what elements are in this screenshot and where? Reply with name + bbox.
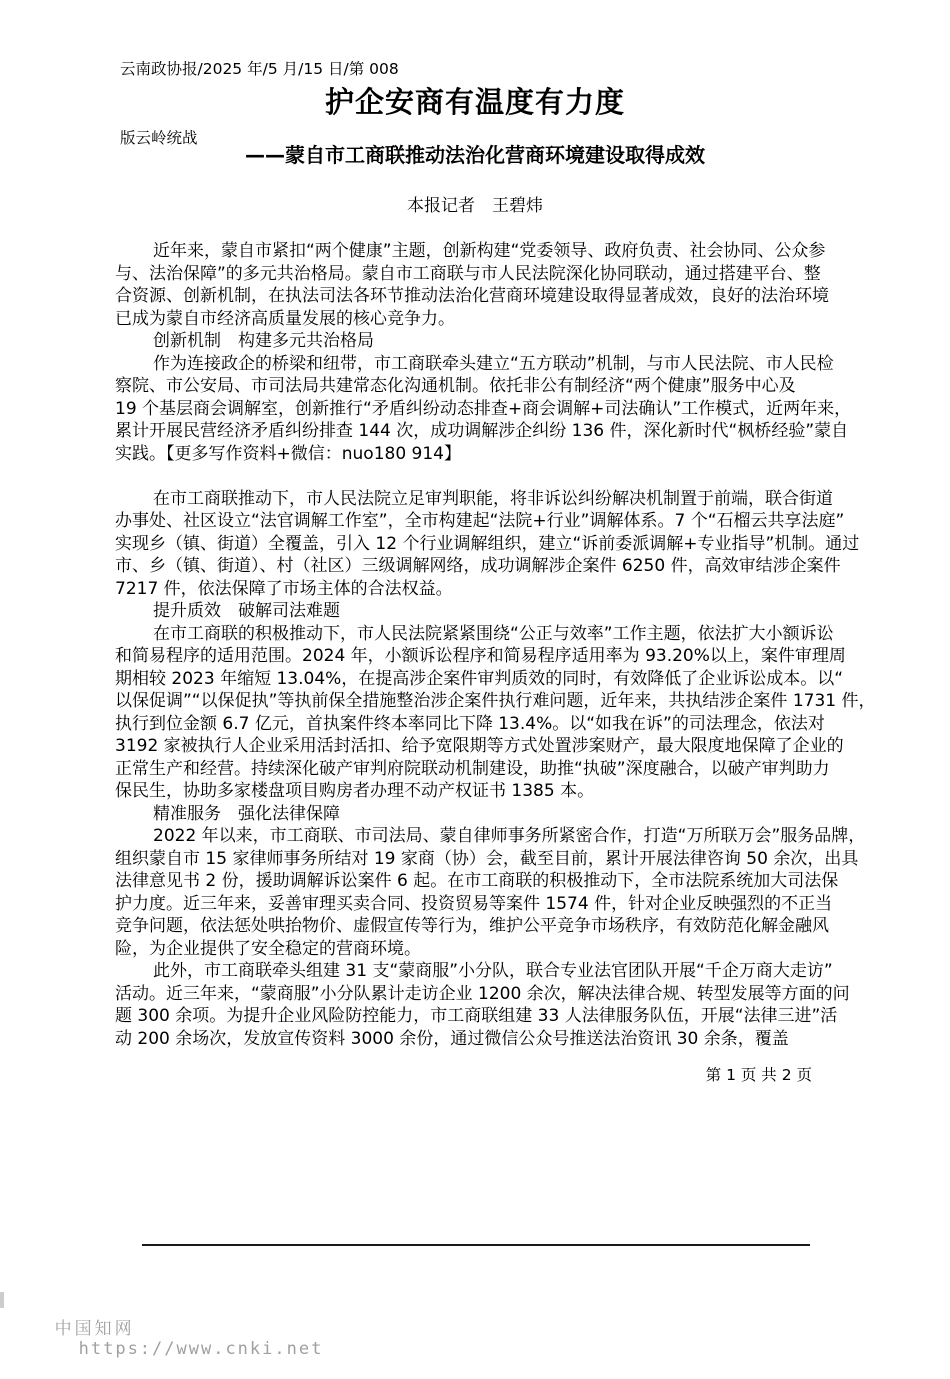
- cnki-watermark: [33, 1294, 323, 1379]
- text-line: 办事处、社区设立“法官调解工作室”，全市构建起“法院+行业”调解体系。7 个“石榴云共享法庭”: [115, 511, 845, 531]
- text-line: 3192 家被执行人企业采用活封活扣、给予宽限期等方式处置涉案财产，最大限度地保障了企业的: [115, 736, 844, 756]
- text-line: 已成为蒙自市经济高质量发展的核心竞争力。: [115, 308, 455, 329]
- page-number: 第 1 页 共 2 页: [705, 1066, 812, 1084]
- text-line: 期相较 2023 年缩短 13.04%，在提高涉企案件审判质效的同时，有效降低了企业诉讼成本。以“: [115, 668, 844, 689]
- text-line: 在市工商联推动下，市人民法院立足审判职能，将非诉讼纠纷解决机制置于前端，联合街道: [153, 488, 833, 509]
- cnki-brand-text: 中国知网: [54, 1319, 135, 1339]
- text-line: [115, 465, 855, 488]
- text-line: 创新机制 构建多元共治格局: [153, 331, 374, 351]
- article-author: 本报记者 王碧炜: [407, 196, 543, 216]
- text-line: 实践。【更多写作资料+微信：nuo180 914】: [115, 443, 461, 464]
- cnki-url-text: https://www.cnki.net: [78, 1339, 324, 1359]
- text-line: 实现乡（镇、街道）全覆盖，引入 12 个行业调解组织，建立“诉前委派调解+专业指导”机制。通过: [115, 533, 860, 554]
- text-line: 察院、市公安局、市司法局共建常态化沟通机制。依托非公有制经济“两个健康”服务中心及: [115, 376, 796, 396]
- text-line: 提升质效 破解司法难题: [153, 601, 340, 621]
- text-line: 与、法治保障”的多元共治格局。蒙自市工商联与市人民法院深化协同联动，通过搭建平台、整: [115, 263, 821, 284]
- text-line: 活动。近三年来，“蒙商服”小分队累计走访企业 1200 余次，解决法律合规、转型发展等方面的问: [115, 983, 850, 1004]
- text-line: 在市工商联的积极推动下，市人民法院紧紧围绕“公正与效率”工作主题，依法扩大小额诉讼: [153, 623, 834, 644]
- text-line: 题 300 余项。为提升企业风险防控能力，市工商联组建 33 人法律服务队伍，开展“法律三进”活: [115, 1006, 838, 1026]
- article-body: [115, 240, 876, 1050]
- text-line: 保民生，协助多家楼盘项目购房者办理不动产权证书 1385 本。: [115, 781, 595, 801]
- text-line: 累计开展民营经济矛盾纠纷排查 144 次，成功调解涉企纠纷 136 件，深化新时代“枫桥经验”蒙自: [115, 421, 849, 441]
- text-line: 动 200 余场次，发放宣传资料 3000 余份，通过微信公众号推送法治资讯 30 余条，覆盖: [115, 1028, 789, 1049]
- text-line: 组织蒙自市 15 家律师事务所结对 19 家商（协）会，截至目前，累计开展法律咨询 50 余次，出具: [115, 848, 859, 869]
- text-line: 市、乡（镇、街道）、村（社区）三级调解网络，成功调解涉企案件 6250 件，高效审结涉企案件: [115, 556, 841, 576]
- text-line: 此外，市工商联牵头组建 31 支“蒙商服”小分队，联合专业法官团队开展“千企万商大走访”: [153, 961, 833, 981]
- article-title: 护企安商有温度有力度: [324, 85, 625, 119]
- left-edge-watermark-fragment: [0, 1292, 4, 1308]
- text-line: 近年来，蒙自市紧扣“两个健康”主题，创新构建“党委领导、政府负责、社会协同、公众参: [153, 241, 826, 261]
- footer-divider: [142, 1244, 810, 1246]
- text-line: 合资源、创新机制，在执法司法各环节推动法治化营商环境建设取得显著成效，良好的法治环境: [115, 286, 829, 306]
- text-line: 7217 件，依法保障了市场主体的合法权益。: [115, 578, 453, 599]
- article-subtitle: ——蒙自市工商联推动法治化营商环境建设取得成效: [245, 143, 705, 167]
- text-line: 执行到位金额 6.7 亿元，首执案件终本率同比下降 13.4%。以“如我在诉”的司法理念，依法对: [115, 713, 825, 734]
- text-line: 精准服务 强化法律保障: [153, 803, 340, 824]
- text-line: 法律意见书 2 份，援助调解诉讼案件 6 起。在市工商联的积极推动下，全市法院系统加大司法保: [115, 871, 839, 891]
- text-line: 险，为企业提供了安全稳定的营商环境。: [115, 938, 421, 959]
- text-line: 以保促调”“以保促执”等执前保全措施整治涉企案件执行难问题，近年来，共执结涉企案件 1731 件，: [115, 691, 876, 711]
- text-line: 2022 年以来，市工商联、市司法局、蒙自律师事务所紧密合作，打造“万所联万会”服务品牌，: [153, 826, 866, 846]
- text-line: 竞争问题，依法惩处哄抬物价、虚假宣传等行为，维护公平竞争市场秩序，有效防范化解金融风: [115, 916, 829, 936]
- text-line: 19 个基层商会调解室，创新推行“矛盾纠纷动态排查+商会调解+司法确认”工作模式，近两年来，: [115, 398, 852, 419]
- source-header-line-1: 云南政协报/2025 年/5 月/15 日/第 008: [120, 60, 399, 78]
- text-line: 正常生产和经营。持续深化破产审判府院联动机制建设，助推“执破”深度融合，以破产审判助力: [115, 758, 830, 779]
- text-line: 护力度。近三年来，妥善审理买卖合同、投资贸易等案件 1574 件，针对企业反映强烈的不正当: [115, 893, 833, 914]
- text-line: 和简易程序的适用范围。2024 年，小额诉讼程序和简易程序适用率为 93.20%以上，案件审理周: [115, 646, 846, 666]
- source-header-line-2: 版云岭统战: [120, 129, 198, 147]
- text-line: 作为连接政企的桥梁和纽带，市工商联牵头建立“五方联动”机制，与市人民法院、市人民检: [153, 353, 834, 374]
